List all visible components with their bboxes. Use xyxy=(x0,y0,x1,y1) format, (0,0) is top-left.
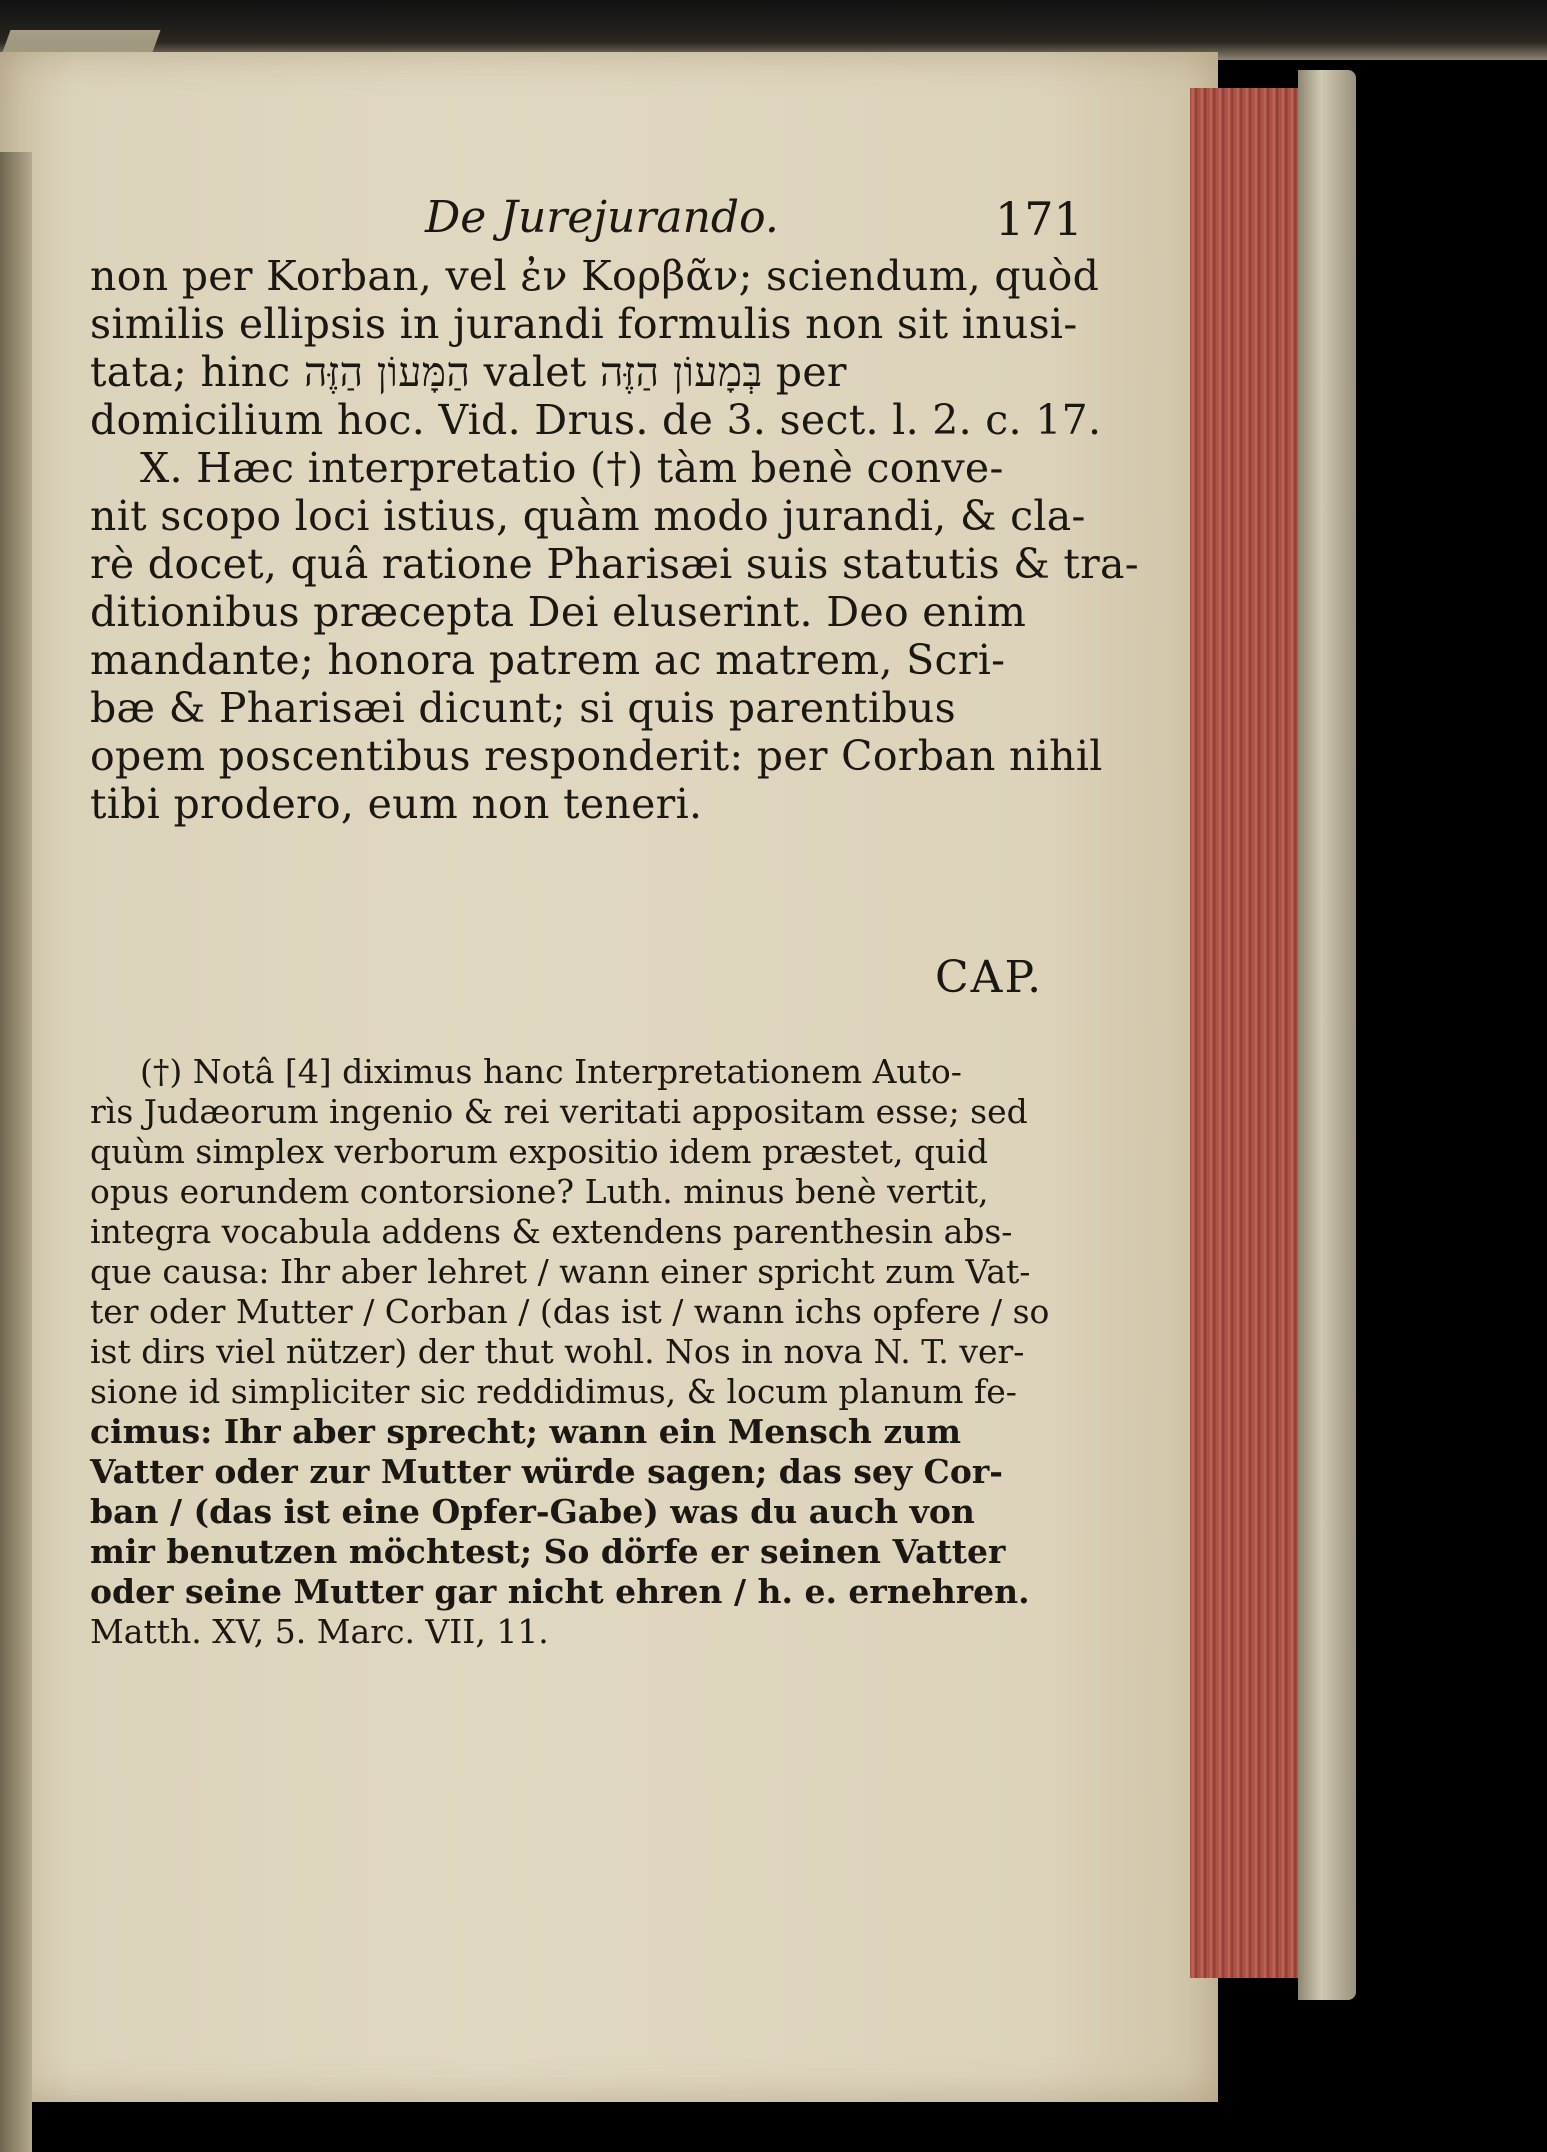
text-line: domicilium hoc. Vid. Drus. de 3. sect. l. 2. c. 17. xyxy=(90,396,1102,444)
footnote-line: (†) Notâ [4] diximus hanc Interpretationem Auto- xyxy=(140,1052,962,1091)
text-line: tata; hinc הַמָּעוֹן הַזֶּה valet בְּמָעוֹן הַזֶּה per xyxy=(90,348,847,396)
text-line: non per Korban, vel ἐν Κορβᾶν; sciendum, quòd xyxy=(90,252,1100,300)
text-line: opem poscentibus responderit: per Corban nihil xyxy=(90,732,1103,780)
footnote-line: Matth. XV, 5. Marc. VII, 11. xyxy=(90,1612,549,1651)
footnote-line: Vatter oder zur Mutter würde sagen; das sey Cor- xyxy=(90,1452,1003,1491)
text-line: nit scopo loci istius, quàm modo jurandi, & cla- xyxy=(90,492,1086,540)
footnote-line: mir benutzen möchtest; So dörfe er seinen Vatter xyxy=(90,1532,1006,1571)
text-line: mandante; honora patrem ac matrem, Scri- xyxy=(90,636,1006,684)
book-top-edge xyxy=(0,0,1547,60)
footnote-line: que causa: Ihr aber lehret / wann einer spricht zum Vat- xyxy=(90,1252,1031,1291)
page-gutter xyxy=(0,152,32,2152)
main-text-block xyxy=(90,252,1139,828)
catchword: CAP. xyxy=(935,952,1044,1003)
footnote-block xyxy=(90,1052,1070,1652)
page-number: 171 xyxy=(995,192,1083,246)
book-page xyxy=(0,52,1218,2102)
footnote-line: cimus: Ihr aber sprecht; wann ein Mensch zum xyxy=(90,1412,962,1451)
running-head: De Jurejurando. xyxy=(425,192,779,243)
footnote-line: ter oder Mutter / Corban / (das ist / wann ichs opfere / so xyxy=(90,1292,1050,1331)
book-fore-edge xyxy=(1190,88,1308,1978)
footnote-line: ist dirs viel nützer) der thut wohl. Nos in nova N. T. ver- xyxy=(90,1332,1025,1371)
book-cover-edge xyxy=(1298,70,1356,2000)
text-line: ditionibus præcepta Dei eluserint. Deo enim xyxy=(90,588,1027,636)
text-line: bæ & Pharisæi dicunt; si quis parentibus xyxy=(90,684,956,732)
footnote-line: integra vocabula addens & extendens parenthesin abs- xyxy=(90,1212,1013,1251)
footnote-line: opus eorundem contorsione? Luth. minus benè vertit, xyxy=(90,1172,989,1211)
footnote-line: quùm simplex verborum expositio idem præstet, quid xyxy=(90,1132,988,1171)
text-line: X. Hæc interpretatio (†) tàm benè conve- xyxy=(140,444,1004,492)
footnote-line: ban / (das ist eine Opfer-Gabe) was du auch von xyxy=(90,1492,975,1531)
text-line: tibi prodero, eum non teneri. xyxy=(90,780,703,828)
footnote-line: oder seine Mutter gar nicht ehren / h. e. ernehren. xyxy=(90,1572,1030,1611)
text-line: rè docet, quâ ratione Pharisæi suis statutis & tra- xyxy=(90,540,1139,588)
footnote-line: rìs Judæorum ingenio & rei veritati appositam esse; sed xyxy=(90,1092,1028,1131)
text-line: similis ellipsis in jurandi formulis non sit inusi- xyxy=(90,300,1078,348)
footnote-line: sione id simpliciter sic reddidimus, & locum planum fe- xyxy=(90,1372,1017,1411)
